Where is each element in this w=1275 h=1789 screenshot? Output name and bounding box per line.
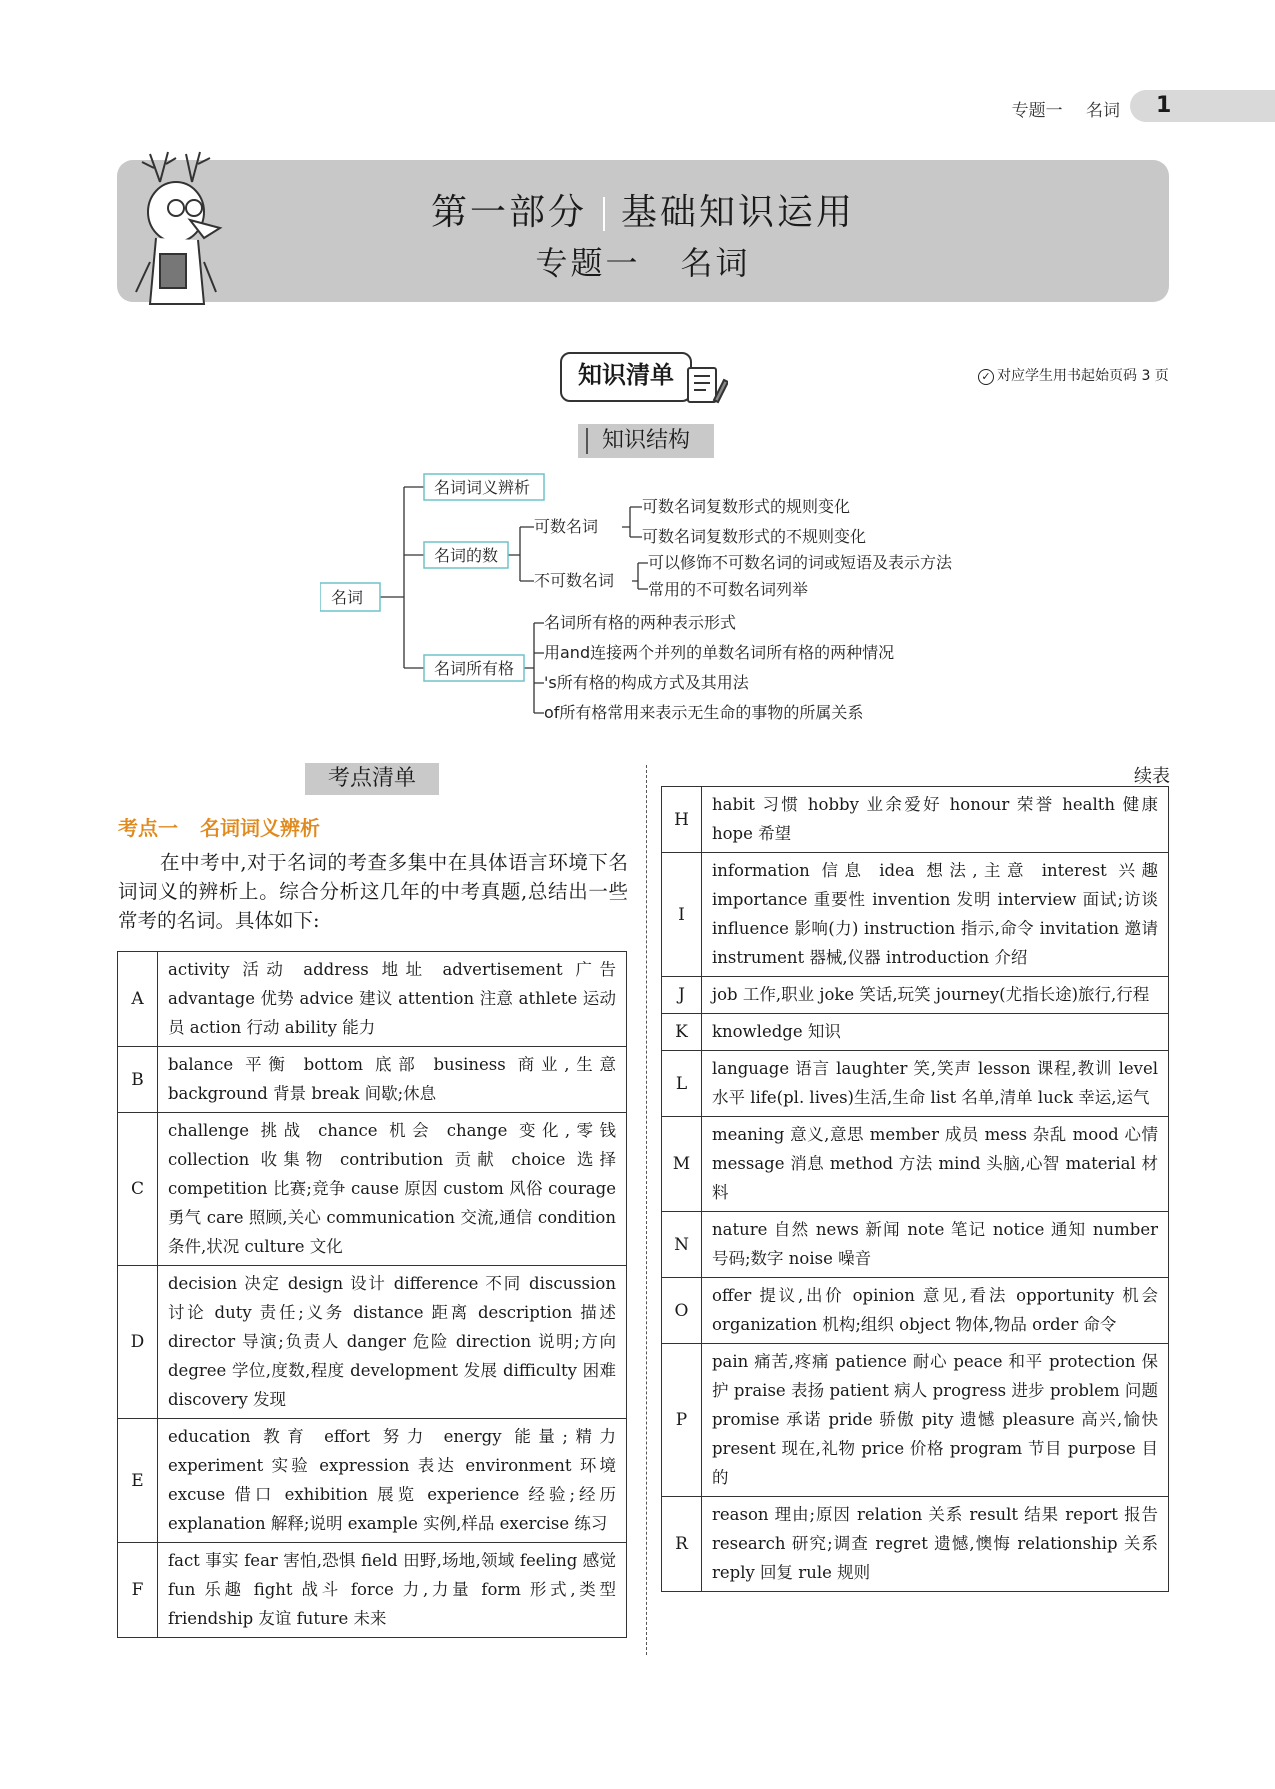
vocab-table-right — [661, 786, 1169, 1592]
exam-point-title: 名词词义辨析 — [200, 816, 320, 840]
tree-countable-regular: 可数名词复数形式的规则变化 — [642, 497, 851, 516]
letter-cell: F — [118, 1543, 158, 1638]
letter-cell: D — [118, 1266, 158, 1419]
table-row — [662, 977, 1169, 1014]
table-row — [662, 1117, 1169, 1212]
words-cell: information 信息 idea 想法,主意 interest 兴趣 importance 重要性 invention 发明 interview 面试;访谈 influence 影响(力) instruction 指示,命令 invitation 邀请 instrument 器械,仪器 introduction 介绍 — [702, 853, 1169, 977]
letter-cell: O — [662, 1278, 702, 1344]
knowledge-structure-label: 知识结构 — [578, 424, 714, 458]
tree-countable-irregular: 可数名词复数形式的不规则变化 — [642, 527, 867, 546]
words-cell: reason 理由;原因 relation 关系 result 结果 report 报告 research 研究;调查 regret 遗憾,懊悔 relationship 关系 reply 回复 rule 规则 — [702, 1497, 1169, 1592]
banner-part-title: 基础知识运用 — [621, 192, 856, 233]
tree-possessive-s: 's所有格的构成方式及其用法 — [544, 673, 749, 692]
tree-uncountable-common: 常用的不可数名词列举 — [648, 580, 809, 599]
letter-cell: J — [662, 977, 702, 1014]
words-cell: pain 痛苦,疼痛 patience 耐心 peace 和平 protection 保护 praise 表扬 patient 病人 progress 进步 problem 问题 promise 承诺 pride 骄傲 pity 遗憾 pleasure 高兴,愉快 present 现在,礼物 price 价格 program 节目 purpose 目的 — [702, 1344, 1169, 1497]
words-cell: meaning 意义,意思 member 成员 mess 杂乱 mood 心情 message 消息 method 方法 mind 头脑,心智 material 材料 — [702, 1117, 1169, 1212]
tree-uncountable-modifiers: 可以修饰不可数名词的词或短语及表示方法 — [648, 553, 953, 572]
tree-uncountable: 不可数名词 — [534, 571, 615, 590]
table-row — [662, 1014, 1169, 1051]
words-cell: habit 习惯 hobby 业余爱好 honour 荣誉 health 健康 hope 希望 — [702, 787, 1169, 853]
check-circle-icon: ✓ — [978, 369, 994, 385]
letter-cell: N — [662, 1212, 702, 1278]
notebook-pen-icon — [684, 364, 728, 406]
intro-paragraph: 在中考中,对于名词的考查多集中在具体语言环境下名词词义的辨析上。综合分析这几年的中考真题,总结出一些常考的名词。具体如下: — [118, 851, 628, 932]
tree-possessive-forms: 名词所有格的两种表示形式 — [544, 613, 737, 632]
tree-countable: 可数名词 — [534, 517, 599, 536]
table-row — [118, 1543, 627, 1638]
letter-cell: I — [662, 853, 702, 977]
table-row — [662, 1278, 1169, 1344]
letter-cell: L — [662, 1051, 702, 1117]
table-row — [662, 1344, 1169, 1497]
words-cell: education 教育 effort 努力 energy 能量;精力 experiment 实验 expression 表达 environment 环境 excuse 借口 exhibition 展览 experience 经验;经历 explanation 解释;说明 example 实例,样品 exercise 练习 — [158, 1419, 627, 1543]
banner-separator — [603, 197, 605, 231]
tree-root: 名词 — [331, 588, 364, 607]
letter-cell: B — [118, 1047, 158, 1113]
page-number: 1 — [1130, 90, 1275, 122]
continued-table-label: 续表 — [1134, 766, 1170, 787]
banner-topic-title: 名词 — [680, 244, 751, 282]
words-cell: activity 活动 address 地址 advertisement 广告 advantage 优势 advice 建议 attention 注意 athlete 运动员 action 行动 ability 能力 — [158, 952, 627, 1047]
vocab-table-left — [117, 951, 627, 1638]
words-cell: nature 自然 news 新闻 note 笔记 notice 通知 number 号码;数字 noise 噪音 — [702, 1212, 1169, 1278]
words-cell: decision 决定 design 设计 difference 不同 discussion 讨论 duty 责任;义务 distance 距离 description 描述 director 导演;负责人 danger 危险 direction 说明;方向 degree 学位,度数,程度 development 发展 difficulty 困难 discovery 发现 — [158, 1266, 627, 1419]
table-row — [118, 1047, 627, 1113]
letter-cell: H — [662, 787, 702, 853]
column-divider — [646, 765, 647, 1655]
exam-point-heading — [118, 812, 320, 841]
table-row — [118, 952, 627, 1047]
banner-title — [117, 184, 1169, 235]
exam-points-label: 考点清单 — [305, 763, 439, 795]
tree-branch-possessive: 名词所有格 — [434, 659, 515, 678]
banner-subtitle — [117, 238, 1169, 284]
words-cell: fact 事实 fear 害怕,恐惧 field 田野,场地,领域 feeling 感觉 fun 乐趣 fight 战斗 force 力,力量 form 形式,类型 friendship 友谊 future 未来 — [158, 1543, 627, 1638]
letter-cell: R — [662, 1497, 702, 1592]
tree-branch-meaning: 名词词义辨析 — [434, 478, 531, 497]
letter-cell: K — [662, 1014, 702, 1051]
table-row — [662, 1497, 1169, 1592]
words-cell: balance 平衡 bottom 底部 business 商业,生意 background 背景 break 间歇;休息 — [158, 1047, 627, 1113]
exam-point-number: 考点一 — [118, 816, 178, 840]
textbook-page-reference: ✓ 对应学生用书起始页码 3 页 — [978, 365, 1169, 385]
words-cell: job 工作,职业 joke 笑话,玩笑 journey(尤指长途)旅行,行程 — [702, 977, 1169, 1014]
words-cell: knowledge 知识 — [702, 1014, 1169, 1051]
words-cell: challenge 挑战 chance 机会 change 变化,零钱 collection 收集物 contribution 贡献 choice 选择 competition 比赛;竞争 cause 原因 custom 风俗 courage 勇气 care 照顾,关心 communication 交流,通信 condition 条件,状况 culture 文化 — [158, 1113, 627, 1266]
table-row — [662, 853, 1169, 977]
banner-part: 第一部分 — [430, 192, 587, 233]
table-row — [662, 1212, 1169, 1278]
words-cell: language 语言 laughter 笑,笑声 lesson 课程,教训 level 水平 life(pl. lives)生活,生命 list 名单,清单 luck 幸运,运气 — [702, 1051, 1169, 1117]
tree-possessive-of: of所有格常用来表示无生命的事物的所属关系 — [544, 703, 864, 722]
banner-topic: 专题一 — [535, 244, 641, 282]
table-row — [118, 1266, 627, 1419]
running-head-name: 名词 — [1086, 101, 1120, 121]
letter-cell: P — [662, 1344, 702, 1497]
tree-possessive-and: 用and连接两个并列的单数名词所有格的两种情况 — [544, 643, 895, 662]
table-row — [118, 1113, 627, 1266]
words-cell: offer 提议,出价 opinion 意见,看法 opportunity 机会 organization 机构;组织 object 物体,物品 order 命令 — [702, 1278, 1169, 1344]
running-head-topic: 专题一 — [1011, 101, 1063, 121]
knowledge-list-label: 知识清单 — [560, 352, 692, 402]
letter-cell: C — [118, 1113, 158, 1266]
tree-branch-number: 名词的数 — [434, 546, 499, 565]
knowledge-tree — [320, 465, 980, 730]
table-row — [662, 1051, 1169, 1117]
letter-cell: M — [662, 1117, 702, 1212]
running-head — [994, 96, 1120, 121]
table-row — [662, 787, 1169, 853]
table-row — [118, 1419, 627, 1543]
letter-cell: A — [118, 952, 158, 1047]
letter-cell: E — [118, 1419, 158, 1543]
